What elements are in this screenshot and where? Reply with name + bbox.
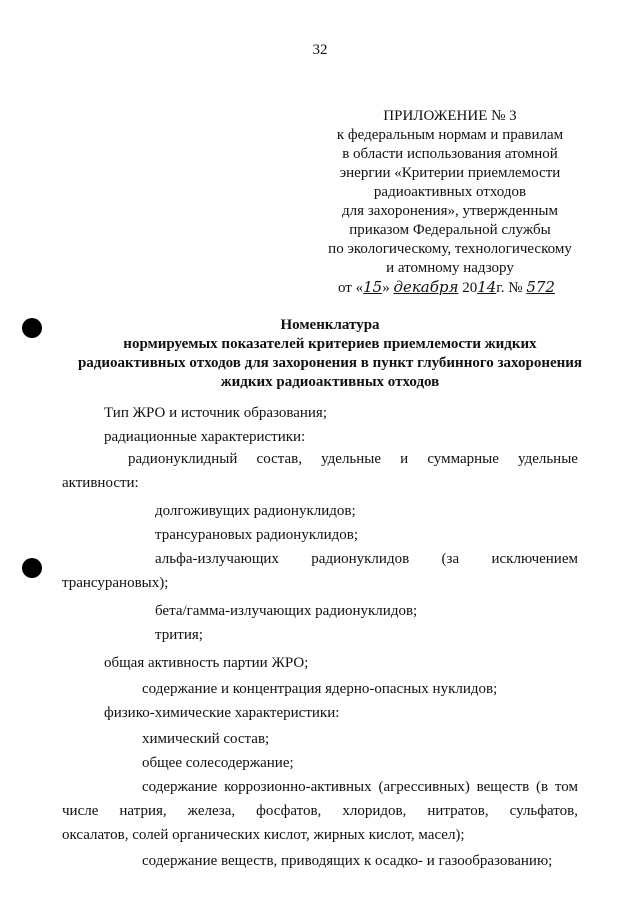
word: числе: [62, 803, 99, 819]
body-line: общая активность партии ЖРО;: [104, 655, 309, 671]
word: альфа-излучающих: [155, 551, 279, 567]
word: веществ: [476, 779, 530, 795]
word: (в: [536, 779, 549, 795]
body-line: бета/гамма-излучающих радионуклидов;: [155, 603, 418, 619]
punch-hole: [22, 558, 42, 578]
title-line: Номенклатура: [280, 317, 380, 333]
order-mid: »: [382, 280, 394, 296]
appendix-line: к федеральным нормам и правилам: [336, 127, 564, 143]
word: состав,: [256, 451, 302, 467]
word: удельные: [518, 451, 578, 467]
word: исключением: [491, 551, 578, 567]
word: коррозионно-активных: [224, 779, 372, 795]
order-reference: [338, 278, 555, 297]
appendix-line: энергии «Критерии приемлемости: [339, 165, 561, 181]
title-line: радиоактивных отходов для захоронения в пункт глубинного захоронения: [77, 355, 583, 371]
title-line: жидких радиоактивных отходов: [220, 374, 440, 390]
word: и: [400, 451, 409, 467]
word: железа,: [187, 803, 236, 819]
order-number: 572: [526, 278, 555, 296]
body-line: радиационные характеристики:: [104, 429, 306, 445]
body-line-justified: [142, 779, 578, 796]
body-line: содержание и концентрация ядерно-опасных нуклидов;: [142, 681, 498, 697]
body-line: химический состав;: [142, 731, 270, 747]
body-line: долгоживущих радионуклидов;: [155, 503, 356, 519]
appendix-line: в области использования атомной: [342, 146, 558, 162]
appendix-line: по экологическому, технологическому: [328, 241, 572, 257]
word: фосфатов,: [256, 803, 322, 819]
word: радионуклидов: [311, 551, 410, 567]
body-line: содержание веществ, приводящих к осадко- и газообразованию;: [142, 853, 553, 869]
appendix-line: радиоактивных отходов: [373, 184, 527, 200]
body-line: оксалатов, солей органических кислот, жирных кислот, масел);: [62, 827, 465, 843]
title-line: нормируемых показателей критериев приемлемости жидких: [123, 336, 537, 352]
body-line: трансурановых радионуклидов;: [155, 527, 359, 543]
appendix-line: для захоронения», утвержденным: [342, 203, 558, 219]
word: (за: [441, 551, 460, 567]
order-day: 15: [363, 278, 383, 296]
order-prefix: от «: [338, 280, 364, 296]
word: сульфатов,: [509, 803, 578, 819]
body-line: физико-химические характеристики:: [104, 705, 340, 721]
word: содержание: [142, 779, 218, 795]
word: удельные: [321, 451, 382, 467]
word: радионуклидный: [128, 451, 238, 467]
body-line: Тип ЖРО и источник образования;: [104, 405, 328, 421]
body-line: активности:: [62, 475, 139, 491]
body-line-justified: [128, 451, 578, 468]
word: хлоридов,: [342, 803, 407, 819]
body-line: общее солесодержание;: [142, 755, 294, 771]
page-number: 32: [312, 42, 328, 58]
word: (агрессивных): [378, 779, 470, 795]
word: том: [554, 779, 578, 795]
order-month: декабря: [393, 278, 459, 296]
appendix-line: приказом Федеральной службы: [349, 222, 551, 238]
appendix-line: и атомному надзору: [386, 260, 514, 276]
appendix-heading: ПРИЛОЖЕНИЕ № 3: [383, 108, 517, 124]
order-year-prefix: 20: [458, 280, 478, 296]
body-line: трансурановых);: [62, 575, 169, 591]
body-line-justified: [62, 803, 578, 820]
body-line: трития;: [155, 627, 203, 643]
punch-hole: [22, 318, 42, 338]
order-year: 14: [477, 278, 497, 296]
word: нитратов,: [427, 803, 489, 819]
word: натрия,: [119, 803, 167, 819]
body-line-justified: [155, 551, 578, 568]
word: суммарные: [427, 451, 499, 467]
order-number-label: г. №: [496, 280, 527, 296]
